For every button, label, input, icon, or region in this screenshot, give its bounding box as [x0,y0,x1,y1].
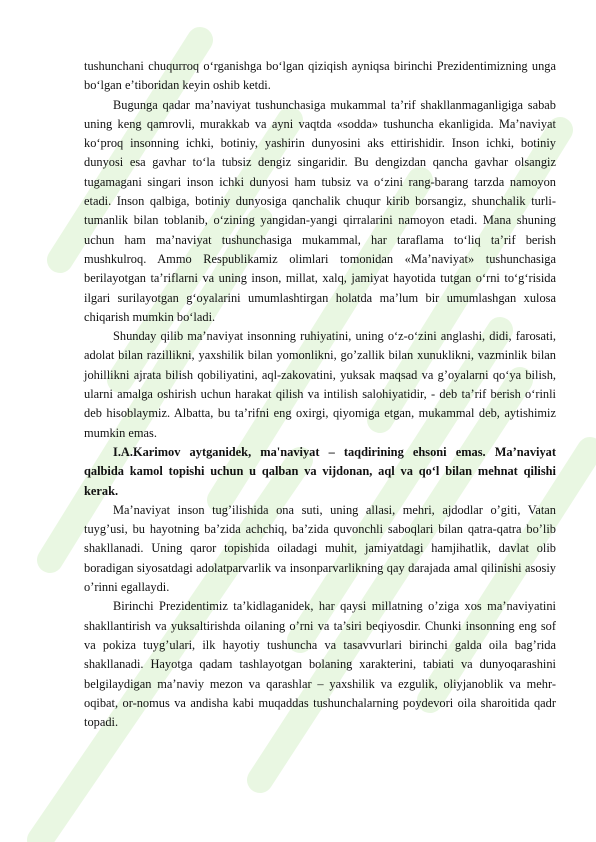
paragraph: tushunchani chuqurroq oʻrganishga boʻlgan qiziqish ayniqsa birinchi Prezidentimizning unga boʻlgan eʼtiboridan keyin oshib ketdi. [84,59,556,93]
paragraph: Birinchi Prezidentimiz ta’kidlaganidek, har qaysi millatning o’ziga xos ma’naviyatini shakllantirish va yuksaltirishda oilaning o’rni va ta’siri beqiyosdir. Chunki insonning eng sof va pokiza tuyg’ulari, ilk hayotiy tushuncha va tasavvurlari birinchi galda oila bag’rida shakllanadi. Hayotga qadam tashlayotgan bolaning xarakterini, tabiati va dunyoqarashini belgilaydigan ma’naviy mezon va qarashlar – yaxshilik va ezgulik, oliyjanoblik va mehr-oqibat, or-nomus va andisha kabi muqaddas tushunchalarning poydevori oila sharoitida qadr topadi. [84,599,556,730]
paragraph: Shunday qilib maʼnaviyat insonning ruhiyatini, uning oʻz-oʻzini anglashi, didi, farosati, adolat bilan razillikni, yaxshilik bilan yomonlikni, go’zallik bilan xunuklikni, vazminlik bilan johillikni ajrata bilish qobiliyatini, aql-zakovatini, yuksak maqsad va g’oyalarni qoʻya bilish, ularni amalga oshirish uchun harakat qilish va intilish salohiyatidir, - deb taʼrif berish oʻrinli deb hisoblaymiz. Albatta, bu ta’rifni eng oxirgi, qiyomiga etgan, mukammal deb, aytishimiz mumkin emas. [84,329,556,440]
document-body [84,57,556,732]
paragraph: Bugunga qadar maʼnaviyat tushunchasiga mukammal ta’rif shakllanmaganligiga sabab uning keng qamrovli, murakkab va ayni vaqtda «sodda» tushuncha ekanligida. Maʼnaviyat koʻproq insonning ichki, botiniy, yashirin dunyosini aks ettirishidir. Inson ichki, botiniy dunyosi esa gavhar toʻla tubsiz dengiz singaridir. Bu dengizdan qancha gavhar olsangiz tugamagani singari inson ichki dunyosi ham tubsiz va oʻzini rang-barang tarzda namoyon etadi. Inson qalbiga, botiniy dunyosiga qanchalik chuqur kirib borsangiz, shunchalik turli-tumanlik bilan toblanib, oʻzining yangidan-yangi qirralarini namoyon etadi. Mana shuning uchun ham maʼnaviyat tushunchasiga mukammal, har taraflama toʻliq taʼrif berish mushkulroq. Ammo Respublikamiz olimlari tomonidan «Maʼnaviyat» tushunchasiga berilayotgan taʼriflarni va uning inson, millat, xalq, jamiyat hayotida tutgan oʻrni toʻgʻrisida ilgari surilayotgan gʻoyalarini umumlashtirgan holatda maʼlum bir umumlashgan xulosa chiqarish mumkin boʻladi. [84,97,556,324]
bold-quote-paragraph: I.A.Karimov aytganidek, ma'naviyat – taqdirining ehsoni emas. Maʼnaviyat qalbida kamol topishi uchun u qalban va vijdonan, aql va qoʻl bilan mehnat qilishi kerak. [84,444,556,498]
paragraph: Maʼnaviyat inson tug’ilishida ona suti, uning allasi, mehri, ajdodlar o’giti, Vatan tuyg’usi, bu hayotning ba’zida achchiq, ba’zida quvonchli saboqlari bilan qatra-qatra bo’lib shakllanadi. Uning qaror topishida oiladagi muhit, jamiyatdagi hamjihatlik, davlat olib boradigan siyosatdagi adolatparvarlik va insonparvarlikning qay darajada amal qilinishi asosiy o’rinni egallaydi. [84,502,556,595]
